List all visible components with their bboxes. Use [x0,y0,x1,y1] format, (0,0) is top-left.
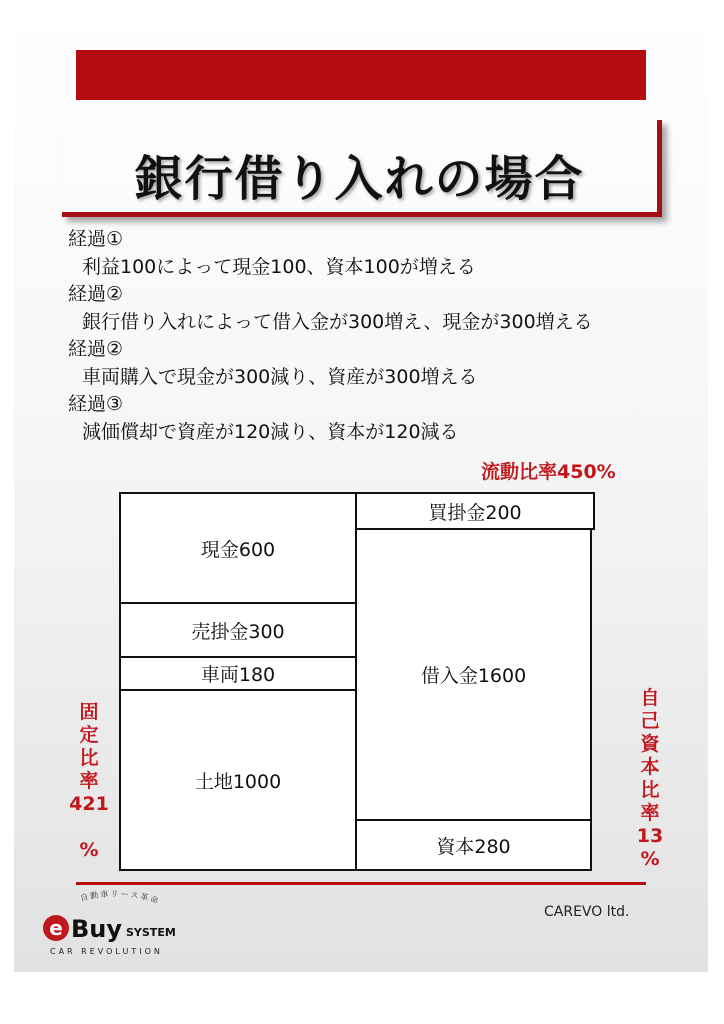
note-line: 経過② [68,338,124,360]
fixed-ratio-value: 421 [69,793,109,815]
fixed-ratio-gap [66,816,112,839]
company-name: CAREVO ltd. [544,904,630,920]
equity-ratio-value: 13 [636,825,664,847]
liability-loans-label: 借入金1600 [420,665,527,687]
fixed-ratio-percent: % [79,839,99,861]
footer-red-line [76,882,646,885]
fixed-ratio-char: 固 [79,701,99,723]
asset-vehicle [119,656,357,691]
equity-ratio-char: 比 [640,779,660,801]
note-line: 経過③ [68,393,124,415]
equity-capital [355,819,592,871]
equity-ratio-char: 率 [640,802,660,824]
asset-land [119,689,357,871]
liability-loans [355,528,592,821]
asset-vehicle-label: 車両180 [200,664,276,686]
progress-notes [68,226,698,446]
fixed-ratio-label [66,701,112,862]
note-line: 減価償却で資産が120減り、資本が120減る [82,420,459,443]
logo-brand: Buy [71,915,123,943]
note-line: 車両購入で現金が300減り、資産が300増える [82,365,478,388]
page-title: 銀行借り入れの場合 [134,151,585,207]
asset-land-label: 土地1000 [194,770,282,793]
equity-ratio-percent: % [640,848,660,870]
header-red-bar [76,50,646,100]
note-line: 経過① [68,228,124,250]
logo-subtitle: CAR REVOLUTION [50,947,163,956]
equity-ratio-label [628,687,672,871]
fixed-ratio-char: 定 [79,724,99,746]
note-line: 銀行借り入れによって借入金が300増え、現金が300増える [82,310,593,333]
fixed-ratio-char: 率 [79,770,99,792]
equity-capital-label: 資本280 [436,835,511,858]
equity-ratio-char: 資 [640,733,660,755]
note-line: 経過② [68,283,124,305]
asset-cash-label: 現金600 [200,538,276,561]
asset-receivables [119,602,357,658]
equity-ratio-char: 本 [640,756,660,778]
fixed-ratio-char: 比 [79,747,99,769]
equity-ratio-char: 自 [640,687,660,709]
equity-ratio-char: 己 [640,710,660,732]
logo-e-letter: e [49,916,63,940]
ebuy-system-logo [40,888,190,960]
liability-payables [355,492,595,530]
asset-cash [119,492,357,604]
note-line: 利益100によって現金100、資本100が増える [82,255,476,278]
logo-tagline: 自動車リース革命 [79,889,162,906]
liability-payables-label: 買掛金200 [428,501,522,524]
asset-receivables-label: 売掛金300 [191,620,285,643]
logo-system: SYSTEM [126,926,176,939]
current-ratio-label: 流動比率450% [481,461,616,483]
